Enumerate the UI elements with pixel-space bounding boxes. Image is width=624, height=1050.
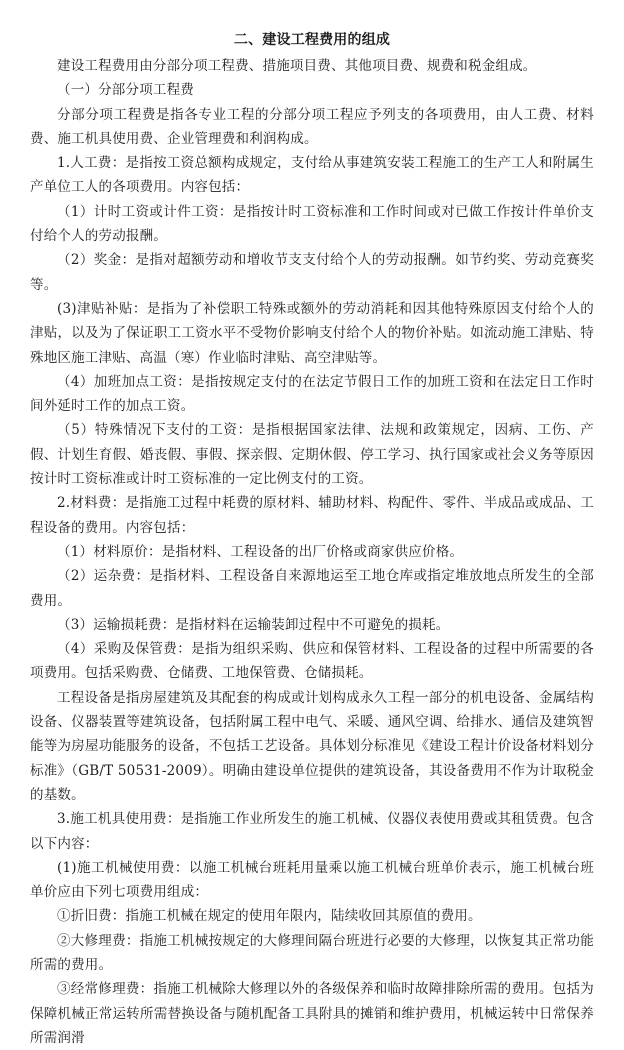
paragraph: （2）奖金：是指对超额劳动和增收节支支付给个人的劳动报酬。如节约奖、劳动竞赛奖等。 (30, 252, 594, 293)
paragraph: ②大修理费：指施工机械按规定的大修理间隔台班进行必要的大修理，以恢复其正常功能所需的费用。 (30, 932, 594, 973)
section-title: 二、建设工程费用的组成 (233, 32, 391, 48)
paragraph: 2.材料费：是指施工过程中耗费的原材料、辅助材料、构配件、零件、半成品或成品、工程设备的费用。内容包括： (30, 495, 594, 536)
paragraph: （1）计时工资或计件工资：是指按计时工资标准和工作时间或对已做工作按计件单价支付给个人的劳动报酬。 (30, 203, 594, 245)
paragraph: 1.人工费：是指按工资总额构成规定，支付给从事建筑安装工程施工的生产工人和附属生产单位工人的各项费用。内容包括： (30, 155, 594, 196)
paragraph: （1）材料原价：是指材料、工程设备的出厂价格或商家供应价格。 (57, 543, 464, 560)
paragraph: 3.施工机具使用费：是指施工作业所发生的施工机械、仪器仪表使用费或其租赁费。包含以下内容： (30, 811, 594, 852)
paragraph: （2）运杂费：是指材料、工程设备自来源地运至工地仓库或指定堆放地点所发生的全部费用。 (30, 568, 594, 609)
paragraph: 工程设备是指房屋建筑及其配套的构成或计划构成永久工程一部分的机电设备、金属结构设备、仪器装置等建筑设备，包括附属工程中电气、采暖、通风空调、给排水、通信及建筑智能等为房屋功能服务的设备，不包括工艺设备。具体划分标准见《建设工程计价设备材料划分标准》（GB/T 50531-2009）。明确由建设单位提供的建筑设备，其设备费用不作为计取税金的基数。 (30, 689, 594, 803)
subsection-heading: （一）分部分项工程费 (57, 82, 194, 99)
paragraph: 分部分项工程费是指各专业工程的分部分项工程应予列支的各项费用，由人工费、材料费、施工机具使用费、企业管理费和利润构成。 (30, 106, 594, 147)
paragraph: （3）运输损耗费：是指材料在运输装卸过程中不可避免的损耗。 (57, 616, 450, 633)
paragraph: （5）特殊情况下支付的工资：是指根据国家法律、法规和政策规定，因病、工伤、产假、计划生育假、婚丧假、事假、探亲假、定期休假、停工学习、执行国家或社会义务等原因按计时工资标准或计时工资标准的一定比例支付的工资。 (30, 422, 594, 488)
paragraph: (3)津贴补贴：是指为了补偿职工特殊或额外的劳动消耗和因其他特殊原因支付给个人的津贴，以及为了保证职工工资水平不受物价影响支付给个人的物价补贴。如流动施工津贴、特殊地区施工津贴、高温（寒）作业临时津贴、高空津贴等。 (30, 300, 594, 366)
paragraph: ①折旧费：指施工机械在规定的使用年限内，陆续收回其原值的费用。 (57, 908, 482, 925)
paragraph: (1)施工机械使用费：以施工机械台班耗用量乘以施工机械台班单价表示，施工机械台班单价应由下列七项费用组成： (30, 859, 594, 901)
paragraph: （4）加班加点工资：是指按规定支付的在法定节假日工作的加班工资和在法定日工作时间外延时工作的加点工资。 (30, 373, 594, 415)
paragraph: （4）采购及保管费：是指为组织采购、供应和保管材料、工程设备的过程中所需要的各项费用。包括采购费、仓储费、工地保管费、仓储损耗。 (30, 641, 594, 682)
paragraph: ③经常修理费：指施工机械除大修理以外的各级保养和临时故障排除所需的费用。包括为保障机械正常运转所需替换设备与随机配备工具附具的摊销和维护费用，机械运转中日常保养所需润滑 (30, 981, 594, 1046)
intro-paragraph: 建设工程费用由分部分项工程费、措施项目费、其他项目费、规费和税金组成。 (57, 58, 537, 74)
